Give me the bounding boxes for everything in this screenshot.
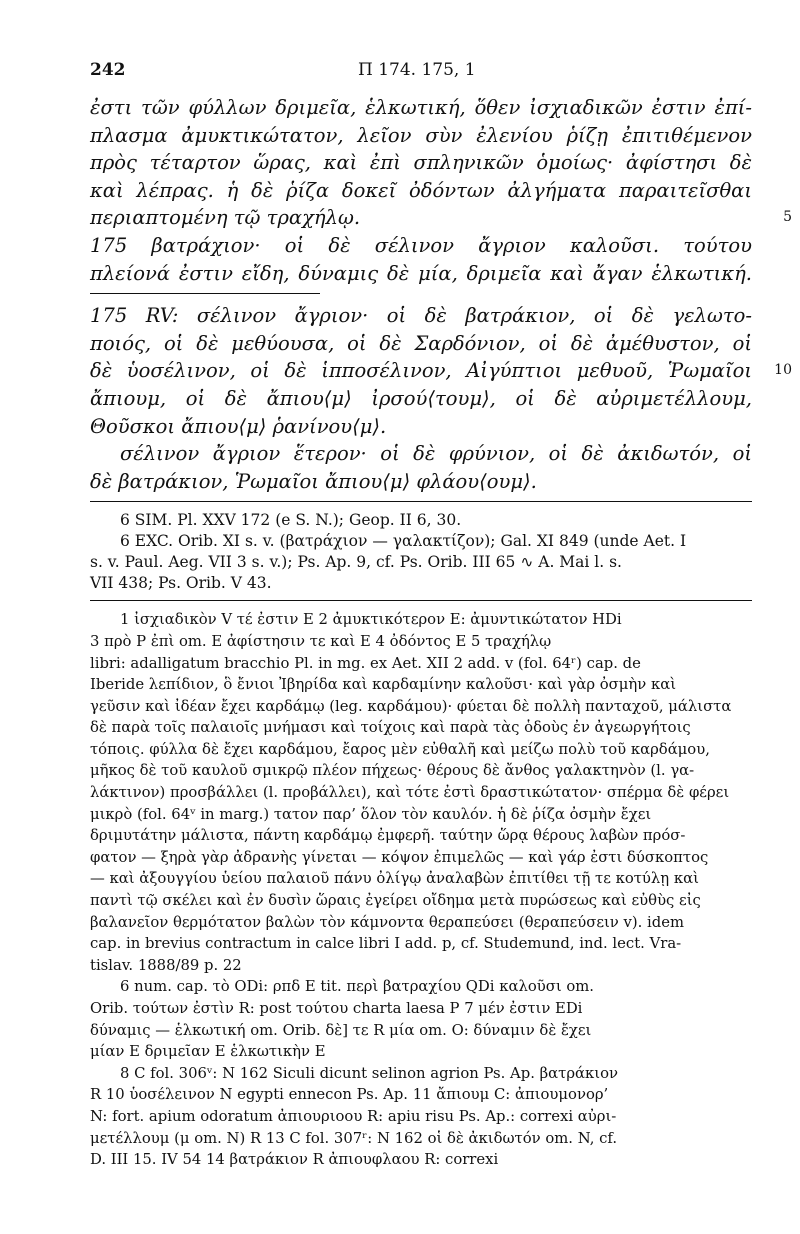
section-reference: Π 174. 175, 1 [358, 60, 476, 80]
apparatus-line: D. III 15. IV 54 14 βατράκιον R ἀπιουφλαου R: correxi [90, 1151, 499, 1169]
apparatus-line: libri: adalligatum bracchio Pl. in mg. ex Aet. XII 2 add. v (fol. 64ʳ) cap. de [90, 654, 641, 672]
sources-divider [90, 501, 752, 502]
apparatus-line: Orib. τούτων ἐστὶν R: post τούτου charta laesa P 7 μέν ἐστιν EDi [90, 1000, 583, 1017]
text-line: πλασμα ἀμυκτικώτατον, λεῖον σὺν ἐλενίου ῥίζῃ ἐπιτιθέμενον [90, 123, 752, 147]
apparatus-line: δύναμις — ἑλκωτική om. Orib. δὲ] τε R μία om. O: δύναμιν δὲ ἔχει [90, 1021, 592, 1039]
apparatus-line: tislav. 1888/89 p. 22 [90, 956, 242, 974]
text-line: σέλινον ἄγριον ἕτερον· οἱ δὲ φρύνιον, οἱ δὲ ἀκιδωτόν, οἱ [120, 442, 752, 466]
running-head [90, 60, 752, 94]
line-number: 5 [783, 209, 792, 226]
apparatus-line: λάκτινον) προσβάλλει (l. προβάλλει), καὶ τότε ἐστὶ δραστικώτατον· σπέρμα δὲ φέρει [90, 784, 730, 802]
apparatus-line: δριμυτάτην μάλιστα, πάντη καρδάμῳ ἐμφερῆ. ταύτην ὥρᾳ θέρους λαβὼν πρόσ- [90, 827, 686, 845]
text-line: 175 βατράχιον· οἱ δὲ σέλινον ἄγριον καλοῦσι. τούτου [90, 233, 752, 257]
apparatus-line: μῆκος δὲ τοῦ καυλοῦ σμικρῷ πλέον πήχεως· θέρους δὲ ἄνθος γαλακτηνὸν (l. γα- [90, 762, 695, 780]
sources-apparatus [90, 510, 752, 594]
text-line: πρὸς τέταρτον ὥρας, καὶ ἐπὶ σπληνικῶν ὁμοίως· ἀφίστησι δὲ [90, 151, 752, 175]
source-line: 6 SIM. Pl. XXV 172 (e S. N.); Geop. II 6, 30. [120, 511, 462, 530]
page-number: 242 [90, 60, 126, 80]
apparatus-line: — καὶ ἀξουγγίου ὑείου παλαιοῦ πάνυ ὀλίγῳ ἀναλαβὼν ἐπιτίθει τῇ τε κοτύλῃ καὶ [90, 870, 699, 888]
rv-text [90, 302, 792, 495]
apparatus-line: τόποις. φύλλα δὲ ἔχει καρδάμου, ἔαρος μὲν εὐθαλῆ καὶ μείζω πολὺ τοῦ καρδάμου, [90, 740, 710, 758]
apparatus-line: βαλανεῖον θερμότατον βαλὼν τὸν κάμνοντα θεραπεύσει (θεραπεύσειν v). idem [90, 913, 685, 931]
apparatus-line: N: fort. apium odoratum ἀπιουριοου R: apiu risu Ps. Ap.: correxi αὐρι- [90, 1107, 617, 1125]
apparatus-line: 1 ἰσχιαδικὸν V τέ ἐστιν E 2 ἀμυκτικότερον E: ἀμυντικώτατον HDi [120, 611, 622, 629]
line-number: 10 [774, 362, 792, 379]
apparatus-line: μικρὸ (fol. 64ᵛ in marg.) τατον παρ’ ὅλον τὸν καυλόν. ἡ δὲ ῥίζα ὀσμὴν ἔχει [90, 805, 652, 823]
critical-apparatus [90, 609, 752, 1170]
source-line: VII 438; Ps. Orib. V 43. [90, 574, 272, 593]
text-line: ποιός, οἱ δὲ μεθύουσα, οἱ δὲ Σαρδόνιον, οἱ δὲ ἀμέθυστον, οἱ [90, 331, 752, 355]
text-line: Θοῦσκοι ἄπιου⟨μ⟩ ῥανίνου⟨μ⟩. [90, 414, 387, 438]
source-line: s. v. Paul. Aeg. VII 3 s. v.); Ps. Ap. 9, cf. Ps. Orib. III 65 ∿ A. Mai l. s. [90, 553, 622, 572]
text-line: δὲ ὑοσέλινον, οἱ δὲ ἱπποσέλινον, Αἰγύπτιοι μεθυοῦ, Ῥωμαῖοι 10 [90, 357, 752, 385]
text-line: ἄπιουμ, οἱ δὲ ἄπιου⟨μ⟩ ἰρσού⟨τουμ⟩, οἱ δὲ αὐριμετέλλουμ, [90, 386, 752, 410]
apparatus-divider [90, 600, 752, 601]
apparatus-line: R 10 ὑοσέλεινον N egypti ennecon Ps. Ap. 11 ἄπιουμ C: ἀπιουμονορ’ [90, 1086, 609, 1104]
page [90, 60, 792, 1171]
source-line: 6 EXC. Orib. XI s. v. (βατράχιον — γαλακτίζον); Gal. XI 849 (unde Aet. I [120, 532, 687, 551]
apparatus-line: Iberide λεπίδιον, ὃ ἔνιοι Ἰβηρίδα καὶ καρδαμίνην καλοῦσι· καὶ γὰρ ὀσμὴν καὶ [90, 676, 677, 694]
apparatus-line: μίαν E δριμεῖαν E ἑλκωτικὴν E [90, 1043, 326, 1061]
apparatus-line: 8 C fol. 306ᵛ: N 162 Siculi dicunt selinon agrion Ps. Ap. βατράκιον [120, 1064, 618, 1082]
apparatus-line: cap. in brevius contractum in calce libri I add. p, cf. Studemund, ind. lect. Vra- [90, 935, 682, 953]
apparatus-line: γεῦσιν καὶ ἰδέαν ἔχει καρδάμῳ (leg. καρδάμου)· φύεται δὲ πολλὴ πανταχοῦ, μάλιστα [90, 697, 732, 715]
text-line: καὶ λέπρας. ἡ δὲ ῥίζα δοκεῖ ὀδόντων ἀλγήματα παραιτεῖσθαι [90, 178, 752, 202]
apparatus-line: φατον — ξηρὰ γὰρ ἀδρανὴς γίνεται — κόψον ἐπιμελῶς — καὶ γάρ ἐστι δύσκοπτος [90, 848, 709, 866]
text-line: ἐστι τῶν φύλλων δριμεῖα, ἑλκωτική, ὅθεν ἰσχιαδικῶν ἐστιν ἐπί- [90, 96, 752, 119]
apparatus-line: 6 num. cap. τὸ ODi: ρπδ E tit. περὶ βατραχίου QDi καλοῦσι om. [120, 978, 594, 996]
text-line: 175 RV: σέλινον ἄγριον· οἱ δὲ βατράκιον, οἱ δὲ γελωτο- [90, 304, 752, 328]
main-text [90, 94, 792, 287]
section-divider [90, 293, 320, 294]
apparatus-line: παντὶ τῷ σκέλει καὶ ἐν δυσὶν ὥραις ἐγείρει οἴδημα μετὰ πυρώσεως καὶ εὐθὺς εἰς [90, 892, 701, 910]
text-line: περιαπτομένη τῷ τραχήλῳ. 5 [90, 204, 752, 232]
apparatus-line: δὲ παρὰ τοῖς παλαιοῖς μνήμασι καὶ τοίχοις καὶ παρὰ τὰς ὁδοὺς ἐν ἀγεωργήτοις [90, 719, 691, 737]
text-line: δὲ βατράκιον, Ῥωμαῖοι ἄπιου⟨μ⟩ φλάου⟨ουμ⟩. [90, 469, 537, 493]
apparatus-line: 3 πρὸ P ἐπὶ om. E ἀφίστησιν τε καὶ E 4 ὀδόντος E 5 τραχήλῳ [90, 632, 552, 650]
apparatus-line: μετέλλουμ (μ om. N) R 13 C fol. 307ʳ: N 162 οἱ δὲ ἀκιδωτόν om. N, cf. [90, 1129, 618, 1147]
text-line: πλείονά ἐστιν εἴδη, δύναμις δὲ μία, δριμεῖα καὶ ἄγαν ἑλκωτική. [90, 261, 752, 285]
